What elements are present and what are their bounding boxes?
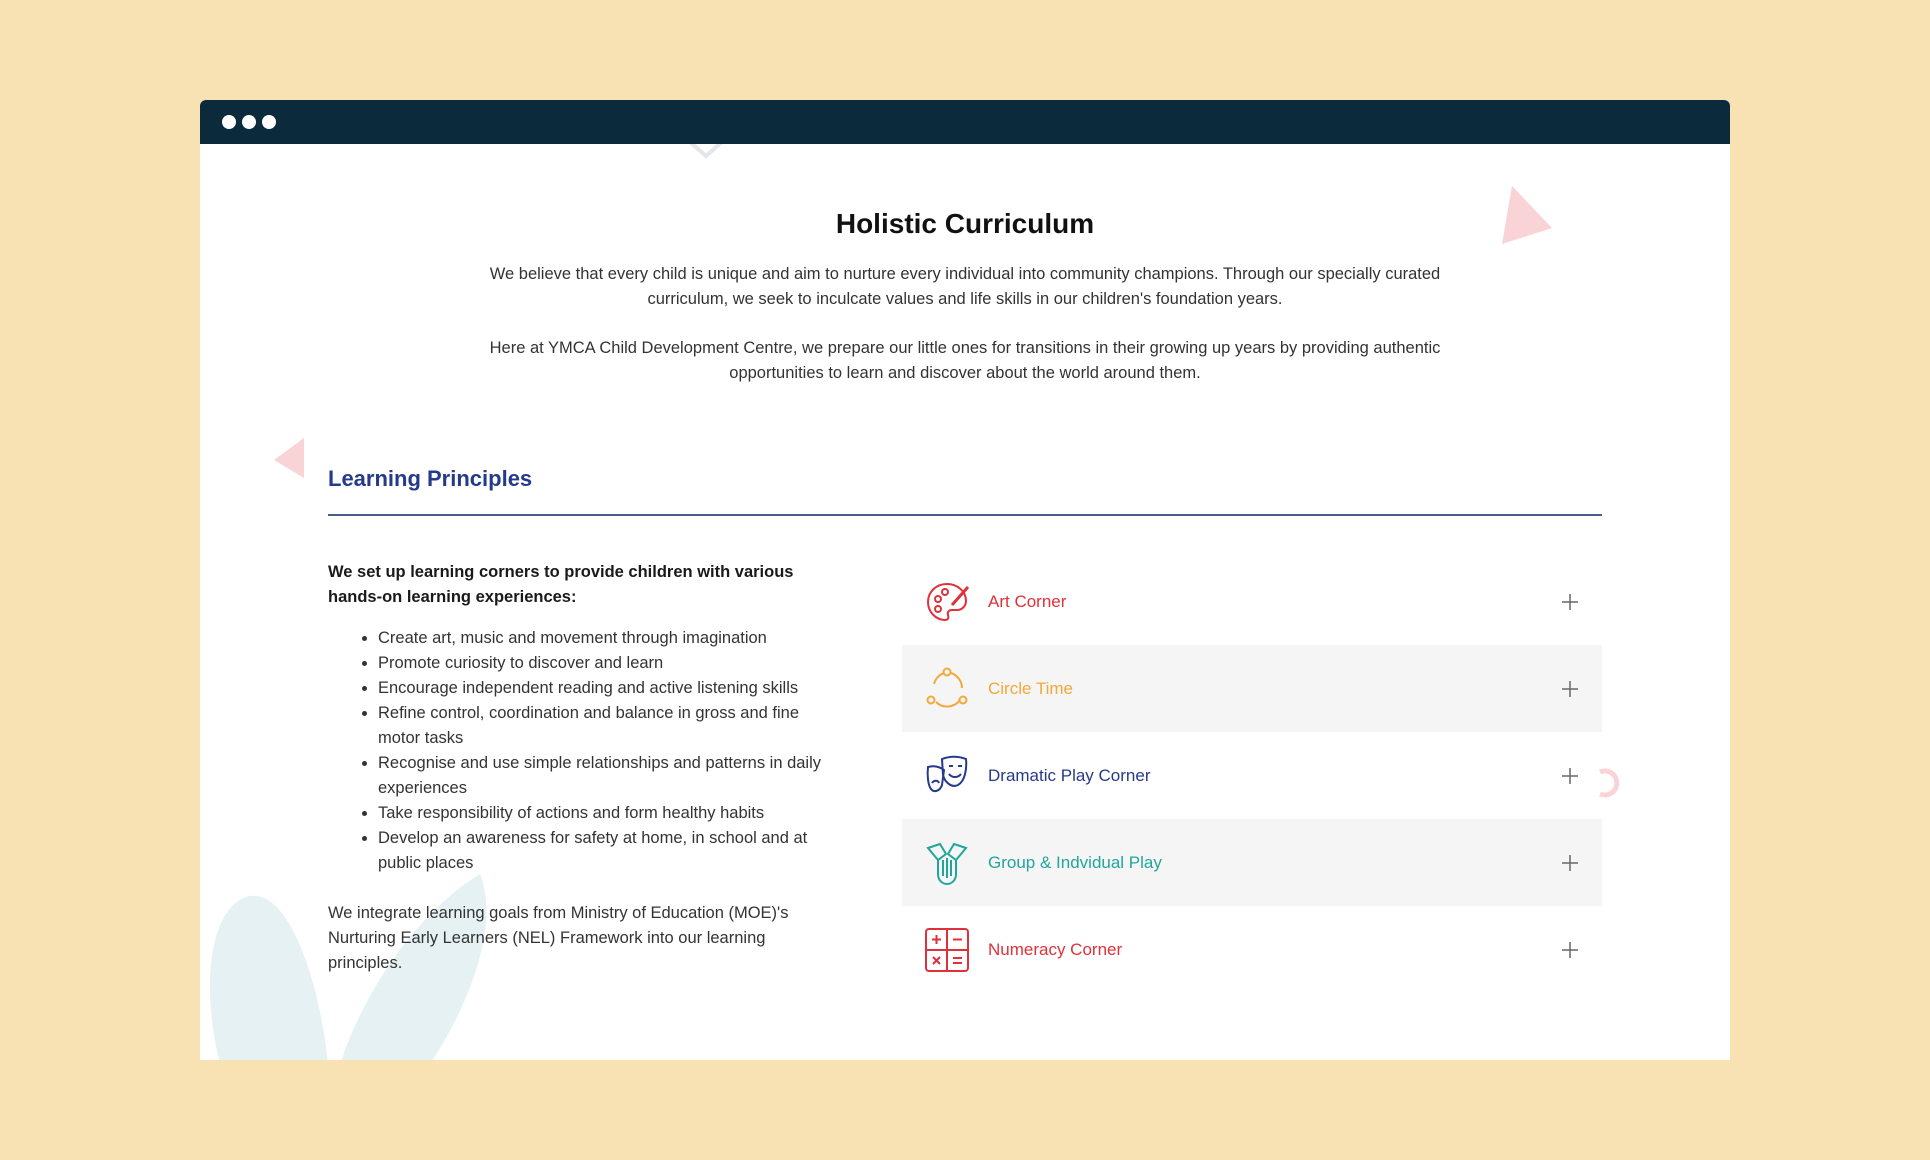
- accordion-item-dramatic-play-corner[interactable]: [902, 732, 1602, 819]
- browser-window: [200, 100, 1730, 1060]
- accordion-item-group-individual-play[interactable]: [902, 819, 1602, 906]
- calculator-icon: [924, 927, 970, 973]
- plus-icon[interactable]: [1560, 592, 1580, 612]
- accordion-label: Numeracy Corner: [988, 939, 1123, 959]
- intro-paragraph: We believe that every child is unique and aim to nurture every individual into community champions. Through our specially curated curriculum, we seek to inculcate values and life skills in our children's foundation years.: [489, 265, 1441, 308]
- accordion-label: Group & Indvidual Play: [988, 852, 1162, 872]
- list-item: • Recognise and use simple relationships and patterns in daily experiences: [378, 751, 822, 801]
- section-title: Learning Principles: [328, 466, 533, 491]
- accordion-label: Circle Time: [988, 678, 1074, 698]
- accordion-item-circle-time[interactable]: [902, 645, 1602, 732]
- intro-paragraph: Here at YMCA Child Development Centre, we prepare our little ones for transitions in their growing up years by providing authentic opportunities to learn and discover about the world around them.: [489, 339, 1441, 382]
- accordion-label: Dramatic Play Corner: [988, 765, 1151, 785]
- page-title: Holistic Curriculum: [835, 208, 1095, 239]
- list-item: • Promote curiosity to discover and learn: [378, 651, 822, 676]
- accordion-label: Art Corner: [988, 591, 1067, 611]
- plus-icon[interactable]: [1560, 940, 1580, 960]
- plus-icon[interactable]: [1560, 679, 1580, 699]
- accordion-item-numeracy-corner[interactable]: [902, 906, 1602, 993]
- lead-text: We set up learning corners to provide children with various hands-on learning experiences:: [328, 563, 794, 606]
- triangle-decor-icon: [272, 436, 308, 480]
- accordion-item-art-corner[interactable]: [902, 558, 1602, 645]
- hands-together-icon: [924, 840, 970, 886]
- list-item: • Take responsibility of actions and form healthy habits: [378, 801, 822, 826]
- page-content: [200, 144, 1730, 1060]
- plus-icon[interactable]: [1560, 766, 1580, 786]
- learning-corners-accordion: [902, 558, 1602, 993]
- window-dot-icon[interactable]: [242, 115, 256, 129]
- list-item: • Create art, music and movement through imagination: [378, 626, 822, 651]
- plus-icon[interactable]: [1560, 853, 1580, 873]
- list-item: • Refine control, coordination and balance in gross and fine motor tasks: [378, 701, 822, 751]
- learning-principles-text: [328, 560, 828, 976]
- principles-list: [328, 626, 822, 876]
- framework-note: We integrate learning goals from Ministry of Education (MOE)'s Nurturing Early Learners (NEL) Framework into our learning principles.: [328, 904, 789, 972]
- theatre-masks-icon: [924, 753, 970, 799]
- browser-titlebar: [200, 100, 1730, 144]
- window-dot-icon[interactable]: [262, 115, 276, 129]
- list-item: • Develop an awareness for safety at home, in school and at public places: [378, 826, 822, 876]
- chevron-decor-icon: [686, 144, 726, 162]
- window-dot-icon[interactable]: [222, 115, 236, 129]
- circle-time-icon: [924, 666, 970, 712]
- section-divider: [328, 514, 1602, 516]
- palette-icon: [924, 579, 970, 625]
- list-item: • Encourage independent reading and active listening skills: [378, 676, 822, 701]
